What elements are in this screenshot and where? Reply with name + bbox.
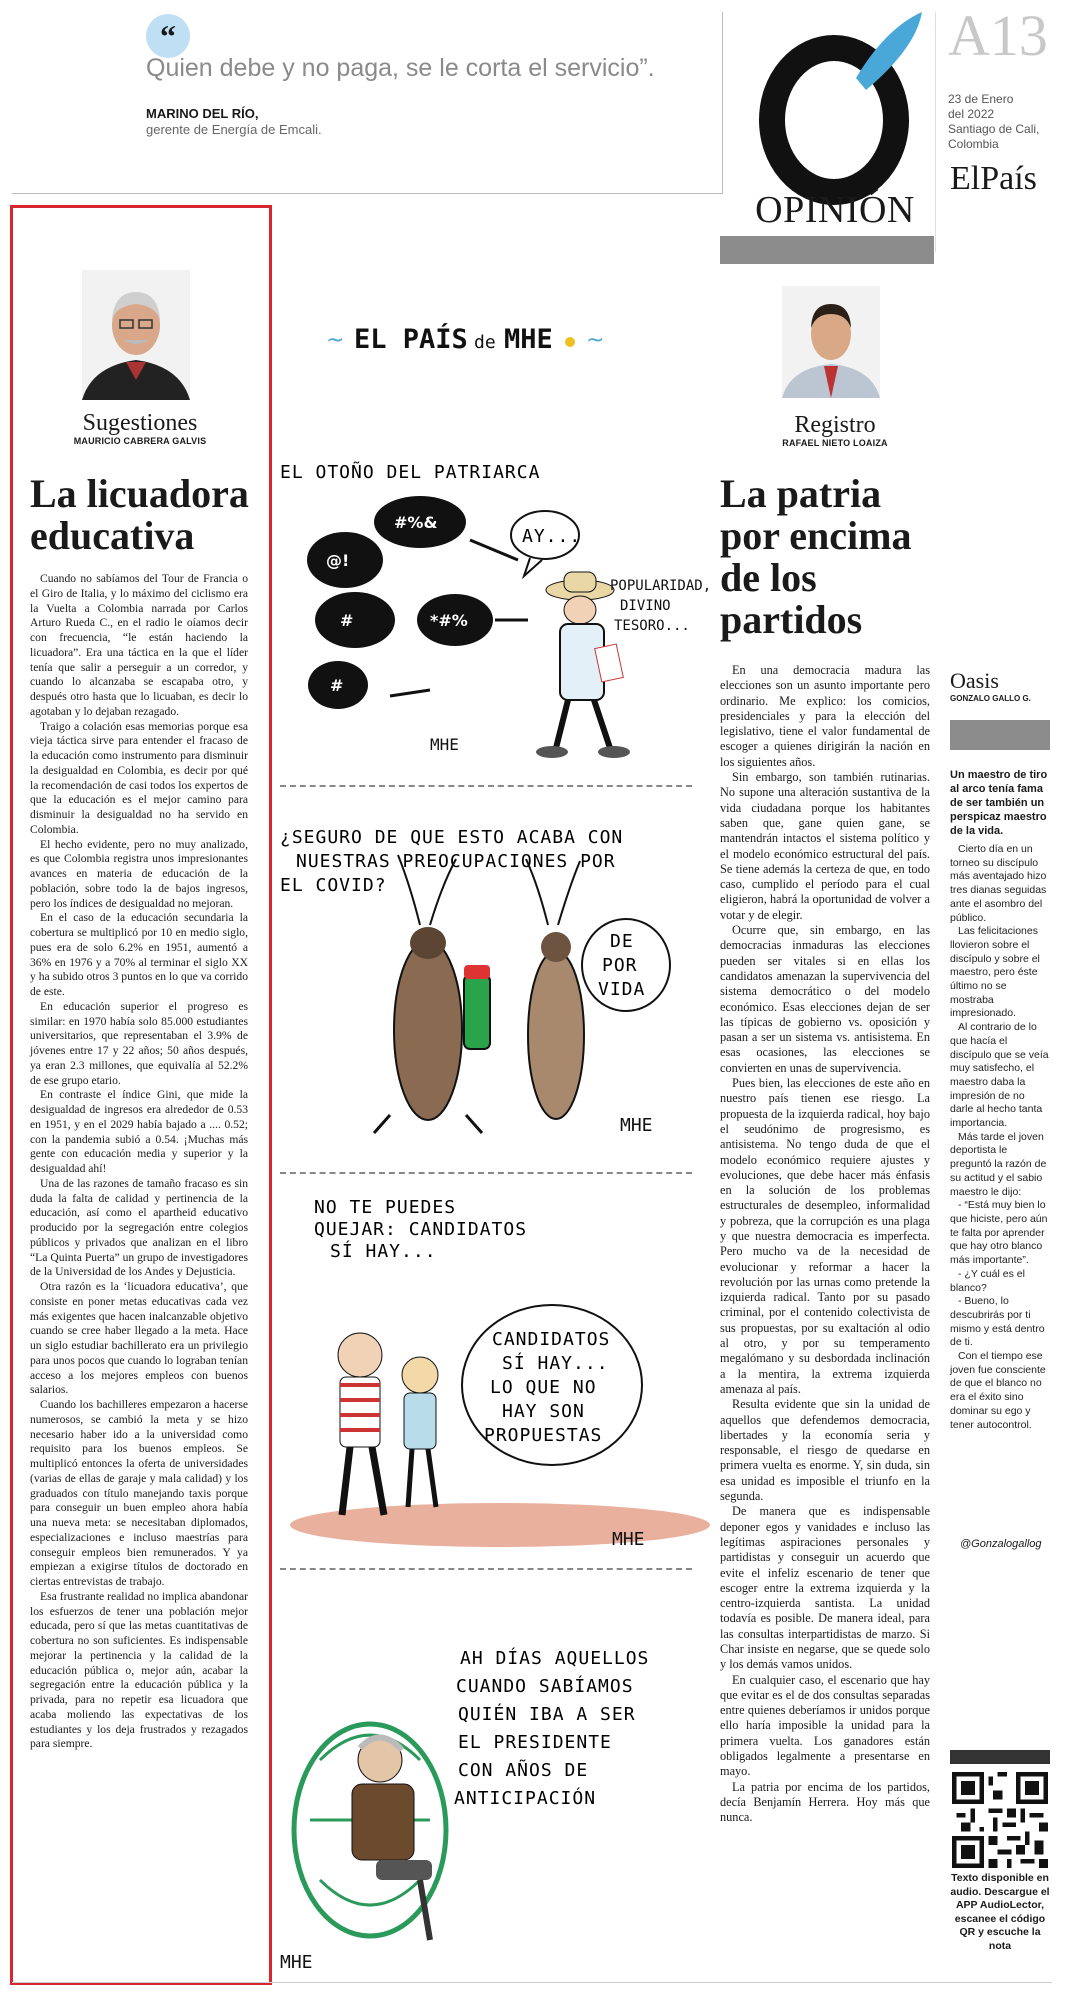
brand-divider (935, 12, 936, 252)
symbol: *#% (430, 611, 468, 630)
oasis-title: Oasis (950, 668, 999, 693)
section-bar (720, 236, 934, 264)
paragraph: Cuando los bachilleres empezaron a hacerse numerosos, se cambió la meta y se hizo necesario haber ido a la universidad como requisito para los buenos empleos. Se multiplicó entonces la oferta de universidades (varias de ellas de garaje y mala calidad) y los graduados con título manejando taxis porque para conseguir un buen empleo ahora había una nueva meta: se necesitaban diplomados, especializaciones e incluso maestrías para conseguir empleos bien remunerados. Y ya empiezan a exigirse títulos de doctorado en ciertas entrevistas de trabajo. (30, 1398, 248, 1588)
speech-line: AH DÍAS AQUELLOS (460, 1648, 650, 1669)
location-line: Santiago de Cali, (948, 122, 1040, 136)
paragraph: Más tarde el joven deportista le preguntó la razón de su actitud y el sabio maestro le dijo: (950, 1130, 1047, 1198)
paragraph: Esa frustrante realidad no implica abandonar los esfuerzos de tener una población mejor educada, pero sí que las metas cuantitativas de cobertura no son suficientes. Es indispensable mejorar la pertinencia y la calidad de la educación pública o, mejor aún, acabar la segregación entre la educación pública y la privada, para no repetir esa licuadora que acaba moliendo las expectativas de los estudiantes y los deja frustrados y rezagados para siempre. (30, 1589, 248, 1751)
quote-author: MARINO DEL RÍO, (146, 106, 259, 121)
cartoon-title-name: MHE (504, 324, 553, 355)
speech-line: EL PRESIDENTE (458, 1732, 612, 1753)
cartoon-old-days (280, 1640, 692, 1980)
speech-line: SÍ HAY... (502, 1353, 609, 1374)
cartoon-divider (280, 785, 692, 787)
symbol: # (340, 611, 354, 630)
cartoon-title-main: EL PAÍS (354, 324, 468, 355)
paragraph: Otra razón es la ‘licuadora educativa’, que consiste en poner metas educativas cada vez más exigentes que hacen inalcanzable objetivo cuando se cree haber llegado a la meta. Hace un siglo estudiar bachillerato era un privilegio para unos pocos que cuando lo lograban tenían acceso a los mejores empleos con buenos salarios. (30, 1280, 248, 1397)
speech-line: QUIÉN IBA A SER (458, 1704, 636, 1725)
column-author: MAURICIO CABRERA GALVIS (73, 436, 207, 446)
paragraph: Una de las razones de tamaño fracaso es sin duda la falta de calidad y pertinencia de la educación, así como el apartheid educativo producido por la segregación entre colegios públicos y privados que analizan en el libro “La Quinta Puerta” un grupo de investigadores de la Universidad de los Andes y Dejusticia. (30, 1176, 248, 1279)
date-line: 23 de Enero (948, 92, 1014, 106)
speech-line: VIDA (598, 979, 646, 1000)
audio-note: Texto disponible en audio. Descargue el APP AudioLector, escanee el código QR y escuche la nota (950, 1872, 1050, 1952)
article-headline: La licuadora educativa (30, 471, 249, 558)
qr-code-icon[interactable] (952, 1772, 1048, 1868)
paragraph: Sin embargo, son también rutinarias. No supone una alteración sustantiva de la vida ciudadana porque los habitantes saben que, gane quien gane, se mantendrán intactos el sistema político y el modelo económico estructural del país. Se tiene además la certeza de que, en todo caso, cumplido el período para el cual eligieron, habrá la oportunidad de volver a votar y de elegir. (720, 770, 930, 922)
cartoonist-signature: MHE (280, 1952, 313, 1973)
svg-text:~: ~ (586, 328, 605, 353)
paragraph: La patria por encima de los partidos, decía Benjamín Herrera. Hoy más que nunca. (720, 1779, 930, 1825)
oasis-bar (950, 720, 1050, 750)
paragraph: El hecho evidente, pero no muy analizado, es que Colombia registra unos impresionantes avances en materia de educación de la población, sobre todo la de bajos ingresos, pero los índices de desigualdad no mejoran. (30, 837, 248, 910)
cartoon-divider (280, 1172, 692, 1174)
section-title: OPINIÓN (755, 189, 915, 231)
cartoon-heading: EL OTOÑO DEL PATRIARCA (280, 462, 541, 483)
columnist-photo-icon (82, 270, 190, 400)
cartoon-candidates (280, 1195, 692, 1560)
date-line: del 2022 (948, 107, 995, 121)
qr-header-bar (950, 1750, 1050, 1764)
paragraph: Cuando no sabíamos del Tour de Francia o el Giro de Italia, y lo máximo del ciclismo era la Vuelta a Colombia narrada por Carlos Arturo Rueda C., en el radio le oíamos decir con frecuencia, “le están haciendo la licuadora”. Era una táctica en la que el líder tenía que salir a perseguir a un corredor, y cuando lo alcanzaba se escapaba otro, y después otro hasta que lo licuaban, es decir lo agotaban y lo dejaban rezagado. (30, 572, 248, 718)
opinion-logo (736, 8, 936, 208)
cartoon-covid-cockroaches (280, 815, 692, 1165)
cartoon-heading-line: SÍ HAY... (330, 1241, 437, 1262)
header-vertical-divider (722, 12, 723, 194)
paragraph: En el caso de la educación secundaria la cobertura se multiplicó por 10 en medio siglo, pues era de solo 6.2% en 1951, aumentó a 36% en 1976 y a 70% al terminar el siglo XX y ha subido otros 3 puntos en lo que va corrido de este. (30, 911, 248, 998)
oasis-author: GONZALO GALLO G. (950, 694, 1031, 703)
article-headline: La patria por encima de los partidos (720, 471, 912, 642)
page-number: A13 (948, 3, 1048, 68)
cartoonist-signature: MHE (612, 1529, 645, 1550)
speech-line: LO QUE NO (490, 1377, 597, 1398)
paragraph: En una democracia madura las elecciones son un asunto importante pero ordinario. Me explico: los comicios, presidenciales y para la elección del legislativo, tiene el valor fundamental de escoger a quienes dirigirán la nación en los siguientes años. (720, 663, 930, 769)
oasis-body (950, 843, 1050, 1432)
column-author: RAFAEL NIETO LOAIZA (782, 438, 888, 448)
oasis-signature: @Gonzalogallog (960, 1538, 1042, 1550)
symbol: # (330, 676, 344, 695)
cartoonist-signature: MHE (620, 1115, 653, 1136)
paragraph: - Bueno, lo descubrirás por ti mismo y está dentro de ti. (950, 1295, 1045, 1349)
cartoon-heading-line: QUEJAR: CANDIDATOS (314, 1219, 528, 1240)
quote-badge (146, 14, 190, 58)
article-body (720, 663, 930, 1826)
speech-line: HAY SON (502, 1401, 585, 1422)
speech-bubble: AY... (522, 526, 582, 547)
paragraph: Al contrario de lo que hacía el discípulo que se veía muy satisfecho, el maestro daba la impresión de no darle al hecho tanta importancia. (950, 1021, 1049, 1130)
speech-line: CON AÑOS DE (458, 1760, 589, 1781)
paragraph: En contraste el índice Gini, que mide la desigualdad de ingresos era alrededor de 0.53 en 1951, y en el 2029 había bajado a .... 0.52; con la pandemia subió a 0.54. ¡Muchas más gente con educación media y superior y la desigualdad ahí! (30, 1088, 248, 1175)
paragraph: En cualquier caso, el escenario que hay que evitar es el de dos consultas separadas entre quienes deberíamos ir unidos porque ello haría imposible la unidad para la primera vuelta. Los ganadores están obligados legalmente a presentarse en mayo. (720, 1672, 930, 1779)
speech-line: PROPUESTAS (484, 1425, 603, 1446)
paragraph: Traigo a colación esas memorias porque esa vieja táctica sirve para entender el fracaso de la educación como instrumento para disminuir la desigualdad en Colombia, es decir por qué la recomendación de casi todos los expertos de que la educación es el mejor camino para disminuir la desigualdad no ha servido en Colombia. (30, 719, 248, 836)
cartoon-heading-line: NUESTRAS PREOCUPACIONES POR (296, 851, 616, 872)
cartoon-divider (280, 1568, 692, 1570)
paragraph: En educación superior el progreso es similar: en 1970 había solo 85.000 estudiantes universitarios, que representaban el 3.9% de jóvenes entre 17 y 22 años; 50 años después, ya eran 2.3 millones, que equivalía al 52.2% de ese grupo etario. (30, 999, 248, 1087)
paragraph: Con el tiempo ese joven fue consciente de que el blanco no era el éxito sino dominar su ego y tener autocontrol. (950, 1350, 1046, 1431)
header-divider (12, 193, 722, 194)
header-quote: Quien debe y no paga, se le corta el servicio”. (146, 54, 655, 82)
date-location (948, 92, 1039, 152)
column-section-name: Registro (794, 412, 876, 438)
paragraph: Las felicitaciones llovieron sobre el discípulo y sobre el maestro, pero éste último no se mostraba impresionado. (950, 925, 1040, 1020)
footer-divider (12, 1982, 1052, 1983)
cartoon-caption-line: DIVINO (620, 598, 671, 614)
paragraph: Pues bien, las elecciones de este año en nuestro país tienen ese riesgo. La propuesta de la izquierda radical, hoy bajo el seudónimo de progresismo, es antisistema. No tengo duda de que el modelo económico requiere ajustes y evoluciones, que debe hacer más énfasis en la solución de los problemas estructurales de desempleo, informalidad y pobreza, que la corrupción es una plaga y que nuestra democracia es imperfecta. Pero mucho va de la necesidad de evolucionar y reformar a hacer la revolución por las urnas como pretende la izquierda radical. Tanto por su pasado criminal, por el contenido colectivista de sus propuestas, por su exaltación al odio al otro, y por su temperamento megalómano y su desbordada inclinación a la mentira, la extrema izquierda amenaza al país. (720, 1076, 930, 1396)
paragraph: Ocurre que, sin embargo, en las democracias inmaduras las elecciones pueden ser vitales si en ellas los candidatos amenazan la supervivencia del sistema democrático o del modelo económico. Esas elecciones dejan de ser las típicas de gobierno vs. oposición y pasan a ser un sistema vs. antisistema. En esas ocasiones, las elecciones se convierten en unas de supervivencia. (720, 923, 930, 1075)
cartoon-caption-line: POPULARIDAD, (610, 578, 712, 594)
paragraph: De manera que es indispensable deponer egos y vanidades e incluso las legítimas aspiraciones personales y partidistas y conseguir un acuerdo que evite el infeliz escenario de tener que escoger entre la extrema izquierda y la centro-izquierda santista. La unidad todavía es posible. De manera ideal, para las consultas interpartidistas de marzo. Si Char insiste en negarse, que se quede solo y los demás vamos unidos. (720, 1504, 930, 1672)
location-line: Colombia (948, 137, 999, 151)
cartoon-section-title (318, 318, 628, 358)
paragraph: Resulta evidente que sin la unidad de aquellos que defendemos democracia, libertades y la economía seria y responsable, el riesgo de quedarse en primera vuelta es enorme. Y, sin duda, sin esa unidad es imposible el triunfo en la segunda. (720, 1397, 930, 1504)
speech-line: ANTICIPACIÓN (454, 1788, 597, 1809)
speech-line: POR (602, 955, 638, 976)
cartoon-title-de: de (474, 332, 496, 353)
paragraph: Cierto día en un torneo su discípulo más aventajado hizo tres dianas seguidas ante el asombro del público. (950, 843, 1047, 924)
speech-line: CUANDO SABÍAMOS (456, 1676, 634, 1697)
speech-line: CANDIDATOS (492, 1329, 611, 1350)
symbol: #%& (394, 513, 438, 532)
column-section-name: Sugestiones (82, 410, 198, 436)
cartoon-heading-line: NO TE PUEDES (314, 1197, 457, 1218)
cartoon-heading-line: EL COVID? (280, 875, 387, 896)
oasis-lead: Un maestro de tiro al arco tenía fama de ser también un perspicaz maestro de la vida. (950, 769, 1048, 837)
columnist-photo-icon (782, 286, 880, 398)
speech-line: DE (610, 931, 634, 952)
paragraph: - ¿Y cuál es el blanco? (950, 1267, 1025, 1294)
quote-author-role: gerente de Energía de Emcali. (146, 122, 322, 137)
cartoon-caption-line: TESORO... (614, 618, 690, 634)
cartoonist-signature: MHE (430, 735, 459, 754)
cartoon-autumn-patriarch (280, 460, 712, 780)
quote-mark: “ (160, 17, 176, 54)
symbol: @! (326, 551, 350, 570)
article-body (30, 572, 248, 1752)
paragraph: - “Está muy bien lo que hiciste, pero aún te falta por aprender que hay otro blanco más importante”. (950, 1199, 1048, 1267)
cartoon-heading-line: ¿SEGURO DE QUE ESTO ACABA CON (280, 827, 624, 848)
svg-text:~: ~ (326, 328, 345, 353)
brand-logo: ElPaís (950, 160, 1037, 197)
